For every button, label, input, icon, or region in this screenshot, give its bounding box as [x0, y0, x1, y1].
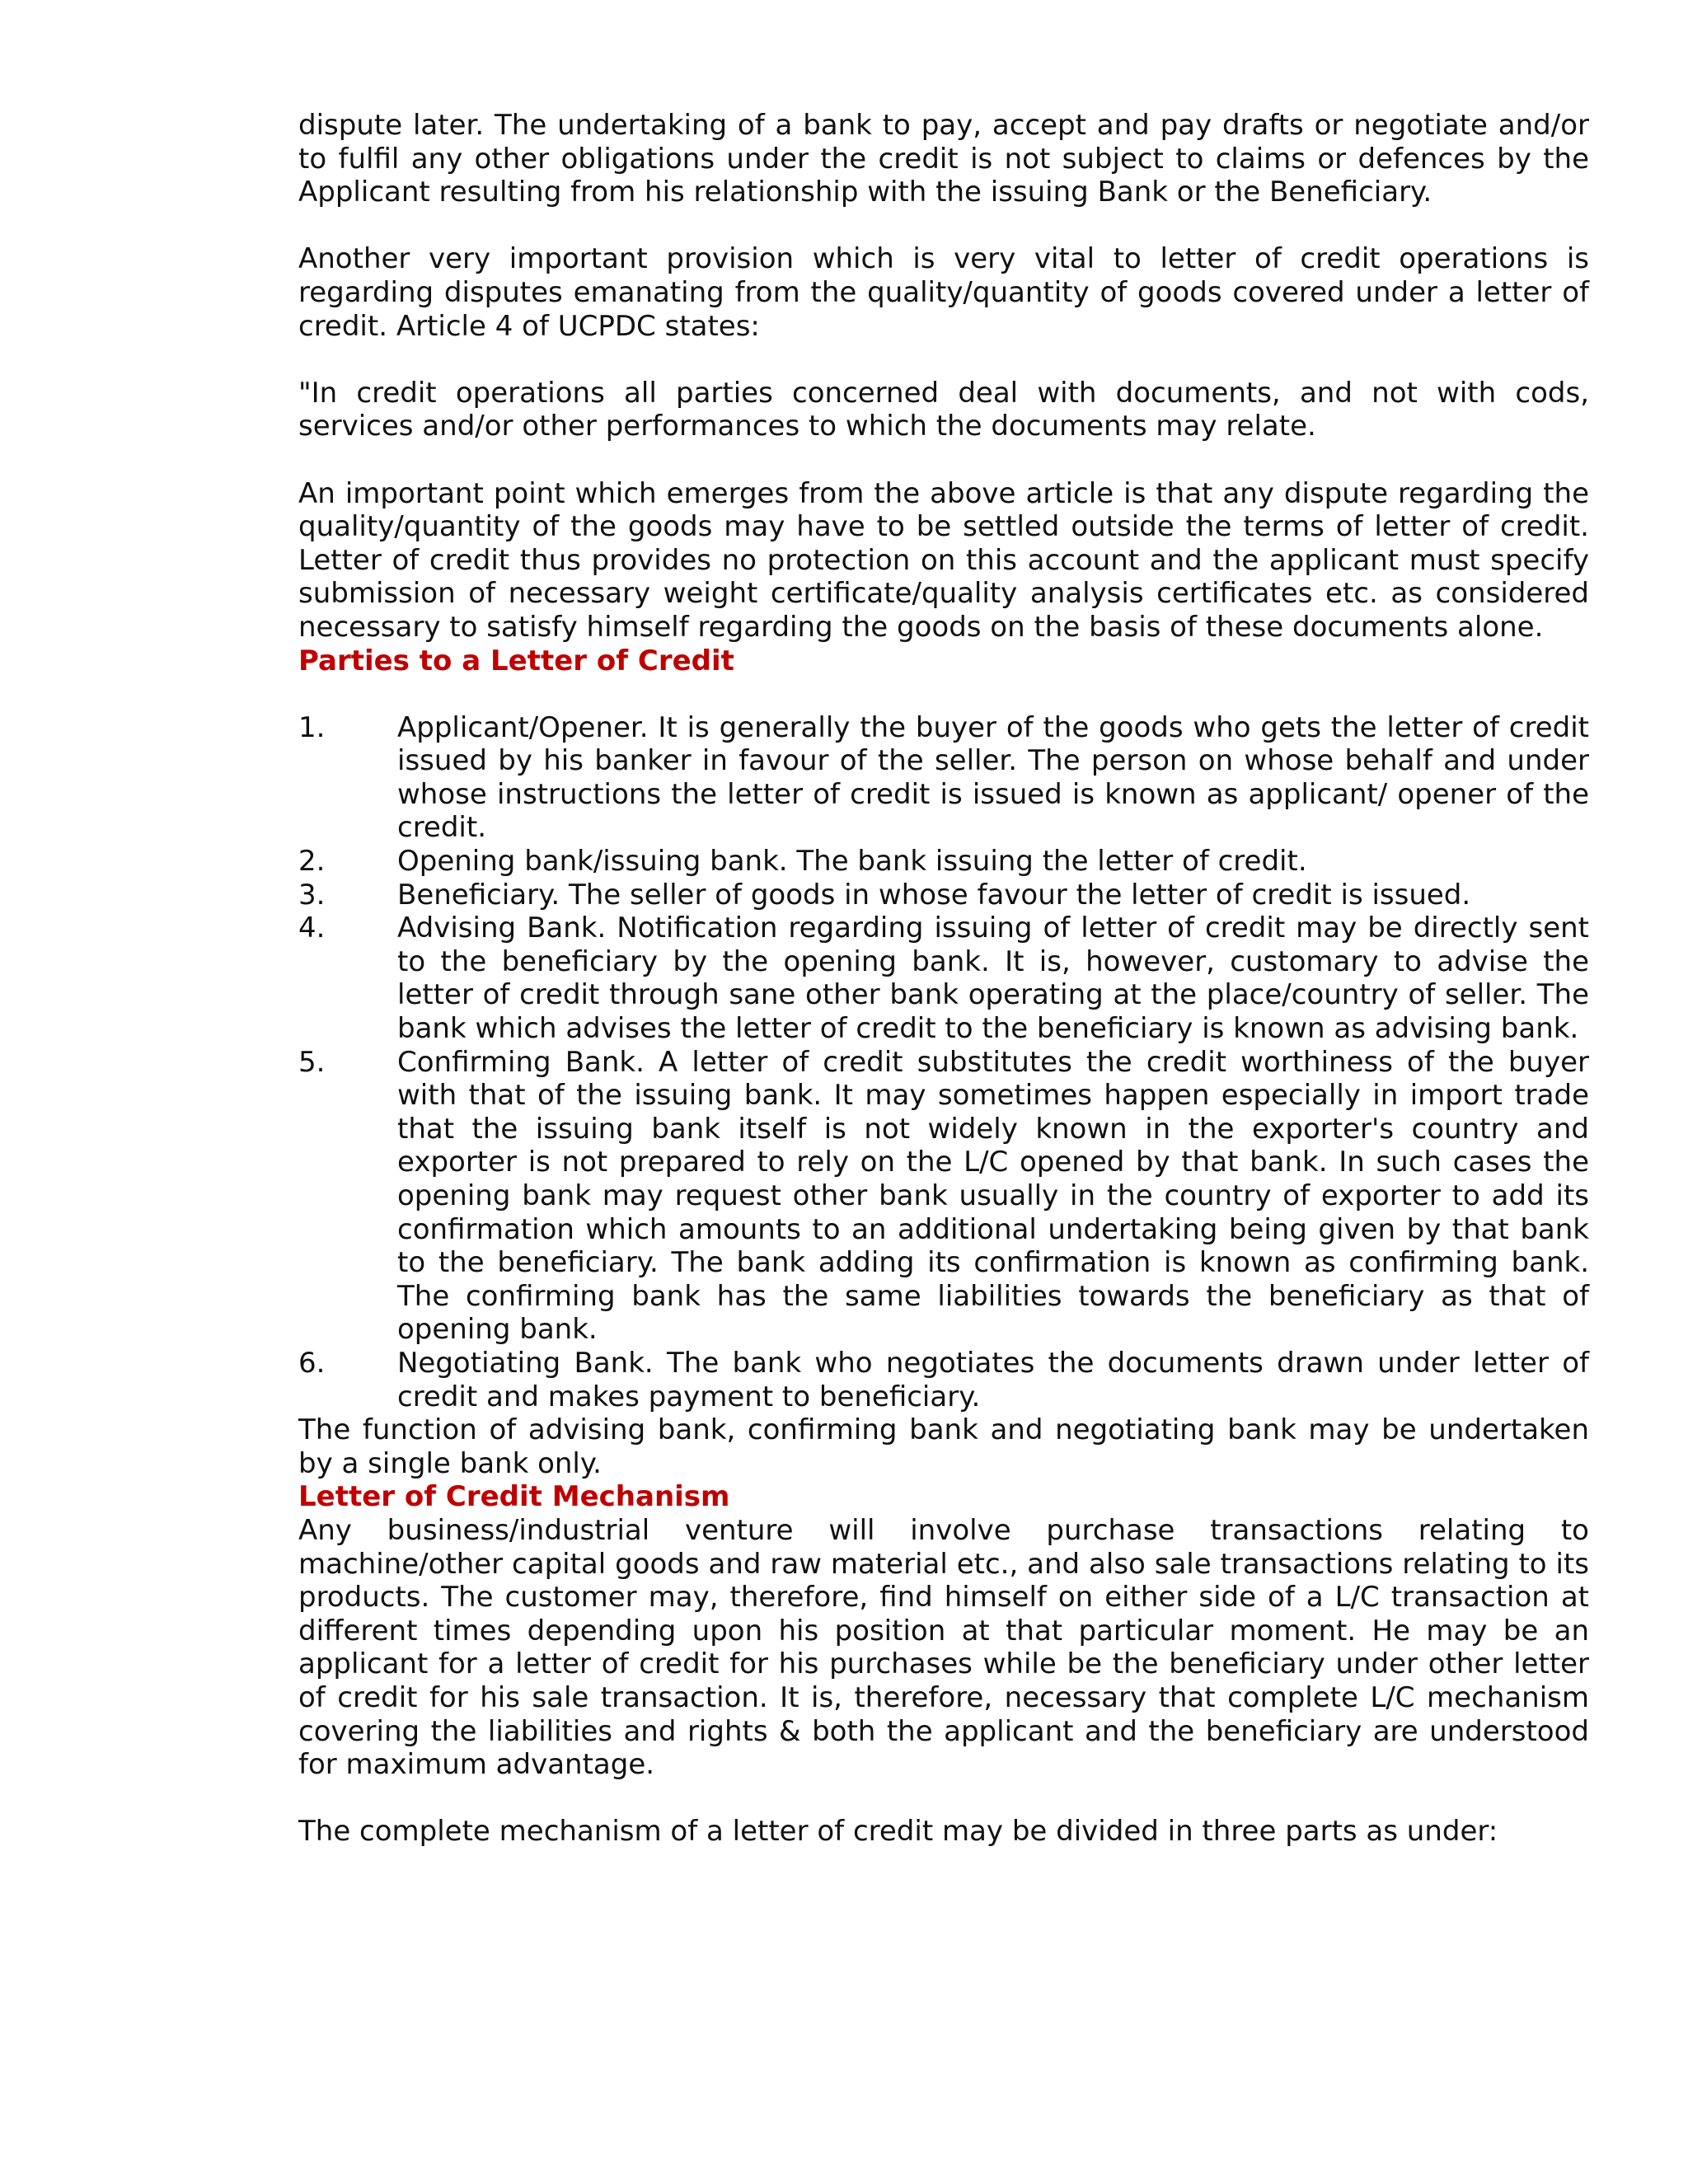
document-page	[298, 109, 1589, 1849]
paragraph-mechanism-parts: The complete mechanism of a letter of credit may be divided in three parts as under:	[298, 1815, 1498, 1849]
paragraph-mechanism-intro: Any business/industrial venture will involve purchase transactions relating to machine/other capital goods and raw material etc., and also sale transactions relating to its products. The customer may, therefore, find himself on either side of a L/C transaction at different times depending upon his position at that particular moment. He may be an applicant for a letter of credit for his purchases while be the beneficiary under other letter of credit for his sale transaction. It is, therefore, necessary that complete L/C mechanism covering the liabilities and rights & both the applicant and the beneficiary are understood for maximum advantage.	[298, 1513, 1589, 1782]
paragraph-dispute-later: dispute later. The undertaking of a bank to pay, accept and pay drafts or negotiate and/or to fulfil any other obligations under the credit is not subject to claims or defences by the Applicant resulting from his relationship with the issuing Bank or the Beneficiary.	[298, 109, 1589, 209]
list-item-text: Opening bank/issuing bank. The bank issuing the letter of credit.	[397, 845, 1307, 879]
list-item-number: 4.	[298, 912, 326, 945]
heading-mechanism: Letter of Credit Mechanism	[298, 1480, 730, 1514]
list-item-number: 3.	[298, 878, 326, 912]
list-item-text: Advising Bank. Notification regarding issuing of letter of credit may be directly sent to the beneficiary by the opening bank. It is, however, customary to advise the letter of credit through sane other bank operating at the place/country of seller. The bank which advises the letter of credit to the beneficiary is known as advising bank.	[397, 912, 1589, 1046]
parties-list	[298, 711, 1589, 1413]
list-item-text: Beneficiary. The seller of goods in whose favour the letter of credit is issued.	[397, 878, 1471, 912]
list-item-number: 1.	[298, 710, 326, 744]
list-item	[298, 879, 1589, 912]
list-item	[298, 1046, 1589, 1347]
list-item-number: 5.	[298, 1045, 326, 1079]
paragraph-important-point: An important point which emerges from the above article is that any dispute regarding the quality/quantity of the goods may have to be settled outside the terms of letter of credit. Letter of credit thus provides no protection on this account and the applicant must specify submission of necessary weight certificate/quality analysis certificates etc. as considered necessary to satisfy himself regarding the goods on the basis of these documents alone.	[298, 476, 1589, 644]
heading-parties: Parties to a Letter of Credit	[298, 644, 734, 677]
list-item-number: 2.	[298, 845, 326, 879]
paragraph-function-single-bank: The function of advising bank, confirming bank and negotiating bank may be undertaken by a single bank only.	[298, 1413, 1589, 1480]
paragraph-important-provision: Another very important provision which is very vital to letter of credit operations is regarding disputes emanating from the quality/quantity of goods covered under a letter of credit. Article 4 of UCPDC states:	[298, 242, 1589, 343]
paragraph-article-quote: "In credit operations all parties concerned deal with documents, and not with cods, services and/or other performances to which the documents may relate.	[298, 376, 1589, 443]
list-item	[298, 912, 1589, 1045]
list-item	[298, 845, 1589, 879]
list-item-text: Negotiating Bank. The bank who negotiates the documents drawn under letter of credit and makes payment to beneficiary.	[397, 1346, 1589, 1413]
list-item	[298, 711, 1589, 845]
list-item-text: Applicant/Opener. It is generally the buyer of the goods who gets the letter of credit issued by his banker in favour of the seller. The person on whose behalf and under whose instructions the letter of credit is issued is known as applicant/ opener of the credit.	[397, 710, 1589, 845]
list-item	[298, 1347, 1589, 1413]
list-item-text: Confirming Bank. A letter of credit substitutes the credit worthiness of the buyer with that of the issuing bank. It may sometimes happen especially in import trade that the issuing bank itself is not widely known in the exporter's country and exporter is not prepared to rely on the L/C opened by that bank. In such cases the opening bank may request other bank usually in the country of exporter to add its confirmation which amounts to an additional undertaking being given by that bank to the beneficiary. The bank adding its confirmation is known as confirming bank. The confirming bank has the same liabilities towards the beneficiary as that of opening bank.	[397, 1045, 1589, 1347]
list-item-number: 6.	[298, 1346, 326, 1380]
